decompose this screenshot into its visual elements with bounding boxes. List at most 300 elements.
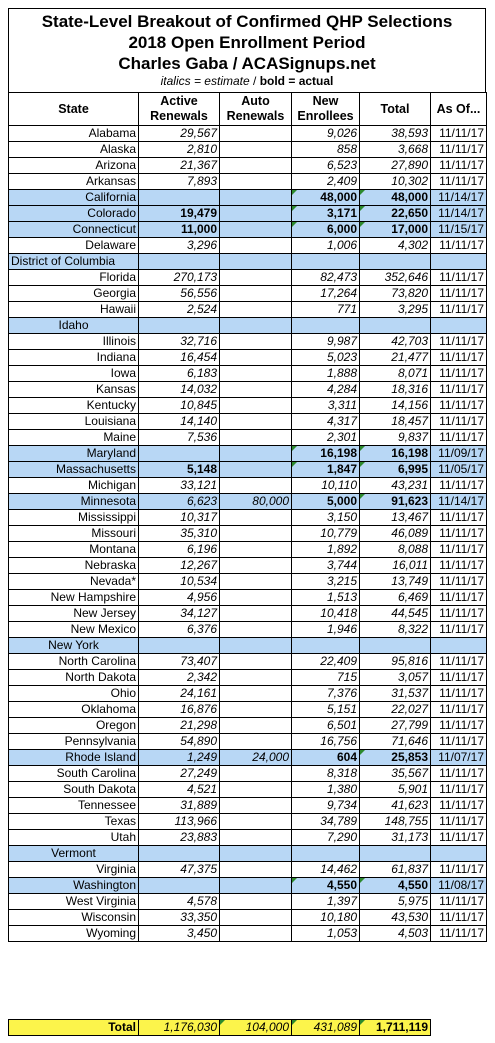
cell-as-of[interactable]: 11/11/17	[431, 910, 487, 926]
cell-total[interactable]: 27,799	[360, 718, 431, 734]
cell-auto[interactable]	[220, 574, 292, 590]
cell-state[interactable]: Wisconsin	[9, 910, 139, 926]
cell-new[interactable]: 10,110	[292, 478, 360, 494]
cell-total[interactable]: 352,646	[360, 270, 431, 286]
cell-state[interactable]: Pennsylvania	[9, 734, 139, 750]
cell-active[interactable]: 3,450	[139, 926, 220, 942]
cell-new[interactable]: 14,462	[292, 862, 360, 878]
column-header-active-renewals[interactable]: Active Renewals	[139, 93, 220, 126]
cell-active[interactable]: 19,479	[139, 206, 220, 222]
cell-state[interactable]: Iowa	[9, 366, 139, 382]
cell-active[interactable]: 33,121	[139, 478, 220, 494]
cell-total[interactable]: 25,853	[360, 750, 431, 766]
cell-state[interactable]: Delaware	[9, 238, 139, 254]
cell-total[interactable]: 17,000	[360, 222, 431, 238]
cell-new[interactable]	[292, 638, 360, 654]
cell-state[interactable]: South Dakota	[9, 782, 139, 798]
cell-active[interactable]: 33,350	[139, 910, 220, 926]
cell-state[interactable]: Tennessee	[9, 798, 139, 814]
column-header-as-of[interactable]: As Of...	[431, 93, 487, 126]
cell-as-of[interactable]: 11/11/17	[431, 814, 487, 830]
cell-new[interactable]: 3,150	[292, 510, 360, 526]
cell-total[interactable]: 3,057	[360, 670, 431, 686]
cell-new[interactable]: 22,409	[292, 654, 360, 670]
cell-state[interactable]: North Dakota	[9, 670, 139, 686]
cell-state[interactable]: Missouri	[9, 526, 139, 542]
column-header-new-enrollees[interactable]: New Enrollees	[292, 93, 360, 126]
cell-active[interactable]: 54,890	[139, 734, 220, 750]
cell-total[interactable]: 73,820	[360, 286, 431, 302]
cell-auto[interactable]	[220, 334, 292, 350]
cell-state[interactable]: Massachusetts	[9, 462, 139, 478]
cell-state[interactable]: Arkansas	[9, 174, 139, 190]
cell-active[interactable]	[139, 846, 220, 862]
cell-auto[interactable]	[220, 126, 292, 142]
cell-auto[interactable]	[220, 430, 292, 446]
cell-state[interactable]: Vermont	[9, 846, 139, 862]
cell-auto[interactable]	[220, 238, 292, 254]
cell-active[interactable]: 32,716	[139, 334, 220, 350]
cell-auto[interactable]	[220, 302, 292, 318]
cell-auto[interactable]	[220, 734, 292, 750]
cell-active[interactable]	[139, 190, 220, 206]
cell-active[interactable]: 14,032	[139, 382, 220, 398]
cell-auto[interactable]	[220, 478, 292, 494]
cell-new[interactable]: 1,946	[292, 622, 360, 638]
cell-new[interactable]: 2,409	[292, 174, 360, 190]
cell-new[interactable]: 604	[292, 750, 360, 766]
cell-as-of[interactable]: 11/14/17	[431, 206, 487, 222]
cell-as-of[interactable]: 11/11/17	[431, 286, 487, 302]
cell-as-of[interactable]: 11/07/17	[431, 750, 487, 766]
cell-active[interactable]: 73,407	[139, 654, 220, 670]
cell-active[interactable]: 5,148	[139, 462, 220, 478]
cell-new[interactable]: 34,789	[292, 814, 360, 830]
cell-new[interactable]: 5,000	[292, 494, 360, 510]
cell-new[interactable]: 9,026	[292, 126, 360, 142]
totals-active-renewals[interactable]: 1,176,030	[139, 1020, 220, 1036]
cell-active[interactable]: 14,140	[139, 414, 220, 430]
cell-as-of[interactable]: 11/11/17	[431, 510, 487, 526]
cell-state[interactable]: Montana	[9, 542, 139, 558]
cell-new[interactable]: 1,888	[292, 366, 360, 382]
cell-new[interactable]: 858	[292, 142, 360, 158]
cell-auto[interactable]	[220, 142, 292, 158]
cell-auto[interactable]	[220, 830, 292, 846]
cell-active[interactable]: 7,893	[139, 174, 220, 190]
cell-total[interactable]: 3,295	[360, 302, 431, 318]
cell-new[interactable]: 4,317	[292, 414, 360, 430]
cell-new[interactable]: 4,550	[292, 878, 360, 894]
cell-active[interactable]: 6,196	[139, 542, 220, 558]
cell-total[interactable]: 3,668	[360, 142, 431, 158]
cell-as-of[interactable]: 11/11/17	[431, 302, 487, 318]
cell-total[interactable]: 95,816	[360, 654, 431, 670]
cell-total[interactable]: 10,302	[360, 174, 431, 190]
cell-state[interactable]: Illinois	[9, 334, 139, 350]
cell-active[interactable]: 113,966	[139, 814, 220, 830]
cell-auto[interactable]	[220, 254, 292, 270]
cell-total[interactable]: 31,537	[360, 686, 431, 702]
cell-auto[interactable]	[220, 926, 292, 942]
cell-total[interactable]: 41,623	[360, 798, 431, 814]
cell-auto[interactable]	[220, 206, 292, 222]
cell-new[interactable]: 715	[292, 670, 360, 686]
cell-state[interactable]: Nevada*	[9, 574, 139, 590]
cell-auto[interactable]	[220, 174, 292, 190]
cell-active[interactable]: 34,127	[139, 606, 220, 622]
cell-new[interactable]: 8,318	[292, 766, 360, 782]
cell-auto[interactable]	[220, 702, 292, 718]
cell-state[interactable]: Alabama	[9, 126, 139, 142]
cell-state[interactable]: South Carolina	[9, 766, 139, 782]
cell-auto[interactable]	[220, 782, 292, 798]
cell-active[interactable]: 21,367	[139, 158, 220, 174]
cell-active[interactable]: 7,536	[139, 430, 220, 446]
cell-as-of[interactable]: 11/11/17	[431, 622, 487, 638]
totals-label[interactable]: Total	[9, 1020, 139, 1036]
cell-as-of[interactable]: 11/11/17	[431, 430, 487, 446]
cell-as-of[interactable]: 11/11/17	[431, 574, 487, 590]
cell-auto[interactable]	[220, 462, 292, 478]
cell-state[interactable]: Washington	[9, 878, 139, 894]
cell-new[interactable]	[292, 846, 360, 862]
cell-active[interactable]: 16,876	[139, 702, 220, 718]
cell-state[interactable]: Oklahoma	[9, 702, 139, 718]
cell-auto[interactable]	[220, 286, 292, 302]
cell-active[interactable]: 11,000	[139, 222, 220, 238]
cell-active[interactable]	[139, 878, 220, 894]
cell-active[interactable]: 4,521	[139, 782, 220, 798]
cell-new[interactable]: 6,501	[292, 718, 360, 734]
cell-active[interactable]: 21,298	[139, 718, 220, 734]
cell-auto[interactable]	[220, 638, 292, 654]
cell-active[interactable]: 10,845	[139, 398, 220, 414]
column-header-state[interactable]: State	[9, 93, 139, 126]
cell-as-of[interactable]	[431, 638, 487, 654]
cell-auto[interactable]	[220, 814, 292, 830]
cell-as-of[interactable]	[431, 254, 487, 270]
cell-active[interactable]	[139, 318, 220, 334]
cell-total[interactable]: 8,071	[360, 366, 431, 382]
cell-as-of[interactable]: 11/11/17	[431, 654, 487, 670]
cell-state[interactable]: District of Columbia	[9, 254, 139, 270]
cell-state[interactable]: Texas	[9, 814, 139, 830]
cell-as-of[interactable]: 11/05/17	[431, 462, 487, 478]
cell-auto[interactable]	[220, 350, 292, 366]
cell-total[interactable]: 43,231	[360, 478, 431, 494]
cell-active[interactable]: 16,454	[139, 350, 220, 366]
cell-active[interactable]: 2,524	[139, 302, 220, 318]
cell-state[interactable]: Kansas	[9, 382, 139, 398]
cell-total[interactable]: 21,477	[360, 350, 431, 366]
cell-new[interactable]: 1,006	[292, 238, 360, 254]
cell-active[interactable]: 56,556	[139, 286, 220, 302]
cell-active[interactable]: 12,267	[139, 558, 220, 574]
cell-new[interactable]: 3,171	[292, 206, 360, 222]
cell-as-of[interactable]: 11/11/17	[431, 126, 487, 142]
cell-state[interactable]: New York	[9, 638, 139, 654]
cell-auto[interactable]	[220, 686, 292, 702]
cell-auto[interactable]	[220, 366, 292, 382]
cell-state[interactable]: Ohio	[9, 686, 139, 702]
cell-new[interactable]: 9,987	[292, 334, 360, 350]
cell-state[interactable]: Rhode Island	[9, 750, 139, 766]
cell-as-of[interactable]: 11/11/17	[431, 174, 487, 190]
cell-new[interactable]: 16,756	[292, 734, 360, 750]
cell-state[interactable]: Colorado	[9, 206, 139, 222]
cell-state[interactable]: Utah	[9, 830, 139, 846]
cell-as-of[interactable]: 11/11/17	[431, 670, 487, 686]
cell-as-of[interactable]: 11/11/17	[431, 766, 487, 782]
cell-as-of[interactable]: 11/11/17	[431, 526, 487, 542]
cell-as-of[interactable]: 11/11/17	[431, 366, 487, 382]
cell-as-of[interactable]: 11/11/17	[431, 590, 487, 606]
cell-total[interactable]: 27,890	[360, 158, 431, 174]
cell-new[interactable]: 7,376	[292, 686, 360, 702]
cell-new[interactable]	[292, 254, 360, 270]
cell-auto[interactable]	[220, 670, 292, 686]
cell-as-of[interactable]: 11/11/17	[431, 414, 487, 430]
cell-state[interactable]: West Virginia	[9, 894, 139, 910]
cell-active[interactable]: 6,183	[139, 366, 220, 382]
cell-auto[interactable]	[220, 382, 292, 398]
cell-new[interactable]: 1,513	[292, 590, 360, 606]
cell-as-of[interactable]: 11/11/17	[431, 798, 487, 814]
cell-total[interactable]: 18,316	[360, 382, 431, 398]
cell-total[interactable]: 44,545	[360, 606, 431, 622]
cell-active[interactable]: 1,249	[139, 750, 220, 766]
cell-new[interactable]: 6,000	[292, 222, 360, 238]
cell-new[interactable]: 10,180	[292, 910, 360, 926]
cell-total[interactable]: 61,837	[360, 862, 431, 878]
cell-state[interactable]: Florida	[9, 270, 139, 286]
cell-state[interactable]: Georgia	[9, 286, 139, 302]
cell-new[interactable]: 82,473	[292, 270, 360, 286]
cell-total[interactable]: 48,000	[360, 190, 431, 206]
cell-active[interactable]: 23,883	[139, 830, 220, 846]
cell-as-of[interactable]: 11/11/17	[431, 782, 487, 798]
cell-auto[interactable]	[220, 606, 292, 622]
cell-active[interactable]: 4,956	[139, 590, 220, 606]
cell-new[interactable]: 5,151	[292, 702, 360, 718]
cell-total[interactable]: 38,593	[360, 126, 431, 142]
cell-new[interactable]: 9,734	[292, 798, 360, 814]
cell-new[interactable]	[292, 318, 360, 334]
cell-total[interactable]: 4,302	[360, 238, 431, 254]
cell-state[interactable]: Minnesota	[9, 494, 139, 510]
cell-active[interactable]: 2,810	[139, 142, 220, 158]
cell-state[interactable]: North Carolina	[9, 654, 139, 670]
cell-total[interactable]: 4,550	[360, 878, 431, 894]
cell-state[interactable]: Oregon	[9, 718, 139, 734]
cell-state[interactable]: Louisiana	[9, 414, 139, 430]
cell-new[interactable]: 1,380	[292, 782, 360, 798]
cell-as-of[interactable]: 11/11/17	[431, 142, 487, 158]
cell-new[interactable]: 1,847	[292, 462, 360, 478]
cell-total[interactable]: 18,457	[360, 414, 431, 430]
cell-active[interactable]: 6,376	[139, 622, 220, 638]
cell-new[interactable]: 16,198	[292, 446, 360, 462]
cell-total[interactable]: 22,027	[360, 702, 431, 718]
cell-total[interactable]: 4,503	[360, 926, 431, 942]
cell-as-of[interactable]: 11/11/17	[431, 334, 487, 350]
cell-as-of[interactable]: 11/11/17	[431, 350, 487, 366]
cell-as-of[interactable]: 11/11/17	[431, 862, 487, 878]
cell-auto[interactable]	[220, 414, 292, 430]
cell-state[interactable]: Virginia	[9, 862, 139, 878]
cell-auto[interactable]	[220, 622, 292, 638]
cell-state[interactable]: Connecticut	[9, 222, 139, 238]
cell-auto[interactable]	[220, 446, 292, 462]
cell-as-of[interactable]: 11/11/17	[431, 734, 487, 750]
cell-auto[interactable]	[220, 654, 292, 670]
cell-auto[interactable]	[220, 878, 292, 894]
cell-total[interactable]: 71,646	[360, 734, 431, 750]
cell-state[interactable]: Wyoming	[9, 926, 139, 942]
cell-total[interactable]: 16,011	[360, 558, 431, 574]
cell-new[interactable]: 10,418	[292, 606, 360, 622]
cell-active[interactable]: 10,317	[139, 510, 220, 526]
cell-total[interactable]	[360, 318, 431, 334]
cell-as-of[interactable]	[431, 318, 487, 334]
cell-total[interactable]: 5,975	[360, 894, 431, 910]
cell-as-of[interactable]: 11/11/17	[431, 158, 487, 174]
cell-active[interactable]	[139, 254, 220, 270]
cell-state[interactable]: Idaho	[9, 318, 139, 334]
cell-active[interactable]	[139, 638, 220, 654]
cell-as-of[interactable]: 11/11/17	[431, 398, 487, 414]
cell-auto[interactable]	[220, 766, 292, 782]
cell-as-of[interactable]: 11/11/17	[431, 894, 487, 910]
cell-as-of[interactable]: 11/11/17	[431, 238, 487, 254]
cell-new[interactable]: 4,284	[292, 382, 360, 398]
cell-auto[interactable]	[220, 526, 292, 542]
cell-as-of[interactable]: 11/11/17	[431, 270, 487, 286]
cell-state[interactable]: Arizona	[9, 158, 139, 174]
cell-state[interactable]: New Mexico	[9, 622, 139, 638]
cell-new[interactable]: 3,215	[292, 574, 360, 590]
cell-new[interactable]: 6,523	[292, 158, 360, 174]
cell-as-of[interactable]: 11/11/17	[431, 718, 487, 734]
cell-total[interactable]: 35,567	[360, 766, 431, 782]
cell-auto[interactable]	[220, 158, 292, 174]
cell-state[interactable]: Mississippi	[9, 510, 139, 526]
cell-active[interactable]: 29,567	[139, 126, 220, 142]
cell-as-of[interactable]: 11/11/17	[431, 382, 487, 398]
cell-active[interactable]: 6,623	[139, 494, 220, 510]
cell-active[interactable]	[139, 446, 220, 462]
cell-new[interactable]: 5,023	[292, 350, 360, 366]
cell-as-of[interactable]: 11/11/17	[431, 606, 487, 622]
cell-total[interactable]: 31,173	[360, 830, 431, 846]
cell-total[interactable]: 42,703	[360, 334, 431, 350]
cell-as-of[interactable]: 11/11/17	[431, 830, 487, 846]
cell-state[interactable]: Kentucky	[9, 398, 139, 414]
cell-total[interactable]: 9,837	[360, 430, 431, 446]
cell-state[interactable]: Michigan	[9, 478, 139, 494]
cell-state[interactable]: Nebraska	[9, 558, 139, 574]
cell-total[interactable]: 91,623	[360, 494, 431, 510]
cell-auto[interactable]	[220, 718, 292, 734]
cell-auto[interactable]	[220, 910, 292, 926]
cell-total[interactable]: 13,749	[360, 574, 431, 590]
cell-active[interactable]: 10,534	[139, 574, 220, 590]
cell-auto[interactable]	[220, 318, 292, 334]
cell-total[interactable]: 148,755	[360, 814, 431, 830]
cell-total[interactable]	[360, 846, 431, 862]
cell-active[interactable]: 27,249	[139, 766, 220, 782]
cell-new[interactable]: 17,264	[292, 286, 360, 302]
cell-as-of[interactable]: 11/14/17	[431, 190, 487, 206]
cell-state[interactable]: Hawaii	[9, 302, 139, 318]
cell-new[interactable]: 771	[292, 302, 360, 318]
cell-auto[interactable]	[220, 590, 292, 606]
cell-active[interactable]: 2,342	[139, 670, 220, 686]
cell-auto[interactable]	[220, 798, 292, 814]
column-header-total[interactable]: Total	[360, 93, 431, 126]
cell-total[interactable]: 8,088	[360, 542, 431, 558]
cell-as-of[interactable]: 11/09/17	[431, 446, 487, 462]
cell-auto[interactable]	[220, 270, 292, 286]
cell-active[interactable]: 35,310	[139, 526, 220, 542]
cell-active[interactable]: 47,375	[139, 862, 220, 878]
cell-new[interactable]: 2,301	[292, 430, 360, 446]
cell-active[interactable]: 31,889	[139, 798, 220, 814]
cell-new[interactable]: 10,779	[292, 526, 360, 542]
cell-as-of[interactable]: 11/08/17	[431, 878, 487, 894]
cell-total[interactable]: 6,469	[360, 590, 431, 606]
cell-new[interactable]: 1,053	[292, 926, 360, 942]
cell-as-of[interactable]: 11/11/17	[431, 702, 487, 718]
column-header-auto-renewals[interactable]: Auto Renewals	[220, 93, 292, 126]
cell-active[interactable]: 24,161	[139, 686, 220, 702]
cell-active[interactable]: 270,173	[139, 270, 220, 286]
totals-new-enrollees[interactable]: 431,089	[292, 1020, 360, 1036]
cell-total[interactable]: 6,995	[360, 462, 431, 478]
cell-as-of[interactable]: 11/15/17	[431, 222, 487, 238]
cell-auto[interactable]: 24,000	[220, 750, 292, 766]
cell-as-of[interactable]: 11/14/17	[431, 494, 487, 510]
cell-state[interactable]: Maine	[9, 430, 139, 446]
cell-auto[interactable]: 80,000	[220, 494, 292, 510]
cell-active[interactable]: 3,296	[139, 238, 220, 254]
cell-auto[interactable]	[220, 398, 292, 414]
cell-auto[interactable]	[220, 510, 292, 526]
cell-new[interactable]: 1,892	[292, 542, 360, 558]
cell-state[interactable]: California	[9, 190, 139, 206]
cell-total[interactable]: 16,198	[360, 446, 431, 462]
cell-state[interactable]: Maryland	[9, 446, 139, 462]
cell-as-of[interactable]	[431, 846, 487, 862]
cell-new[interactable]: 7,290	[292, 830, 360, 846]
cell-new[interactable]: 3,311	[292, 398, 360, 414]
cell-auto[interactable]	[220, 542, 292, 558]
cell-total[interactable]	[360, 254, 431, 270]
cell-auto[interactable]	[220, 894, 292, 910]
cell-as-of[interactable]: 11/11/17	[431, 926, 487, 942]
cell-total[interactable]: 46,089	[360, 526, 431, 542]
cell-total[interactable]: 5,901	[360, 782, 431, 798]
cell-new[interactable]: 1,397	[292, 894, 360, 910]
cell-auto[interactable]	[220, 190, 292, 206]
cell-new[interactable]: 48,000	[292, 190, 360, 206]
cell-state[interactable]: New Hampshire	[9, 590, 139, 606]
cell-total[interactable]: 8,322	[360, 622, 431, 638]
cell-as-of[interactable]: 11/11/17	[431, 686, 487, 702]
cell-total[interactable]	[360, 638, 431, 654]
cell-as-of[interactable]: 11/11/17	[431, 558, 487, 574]
